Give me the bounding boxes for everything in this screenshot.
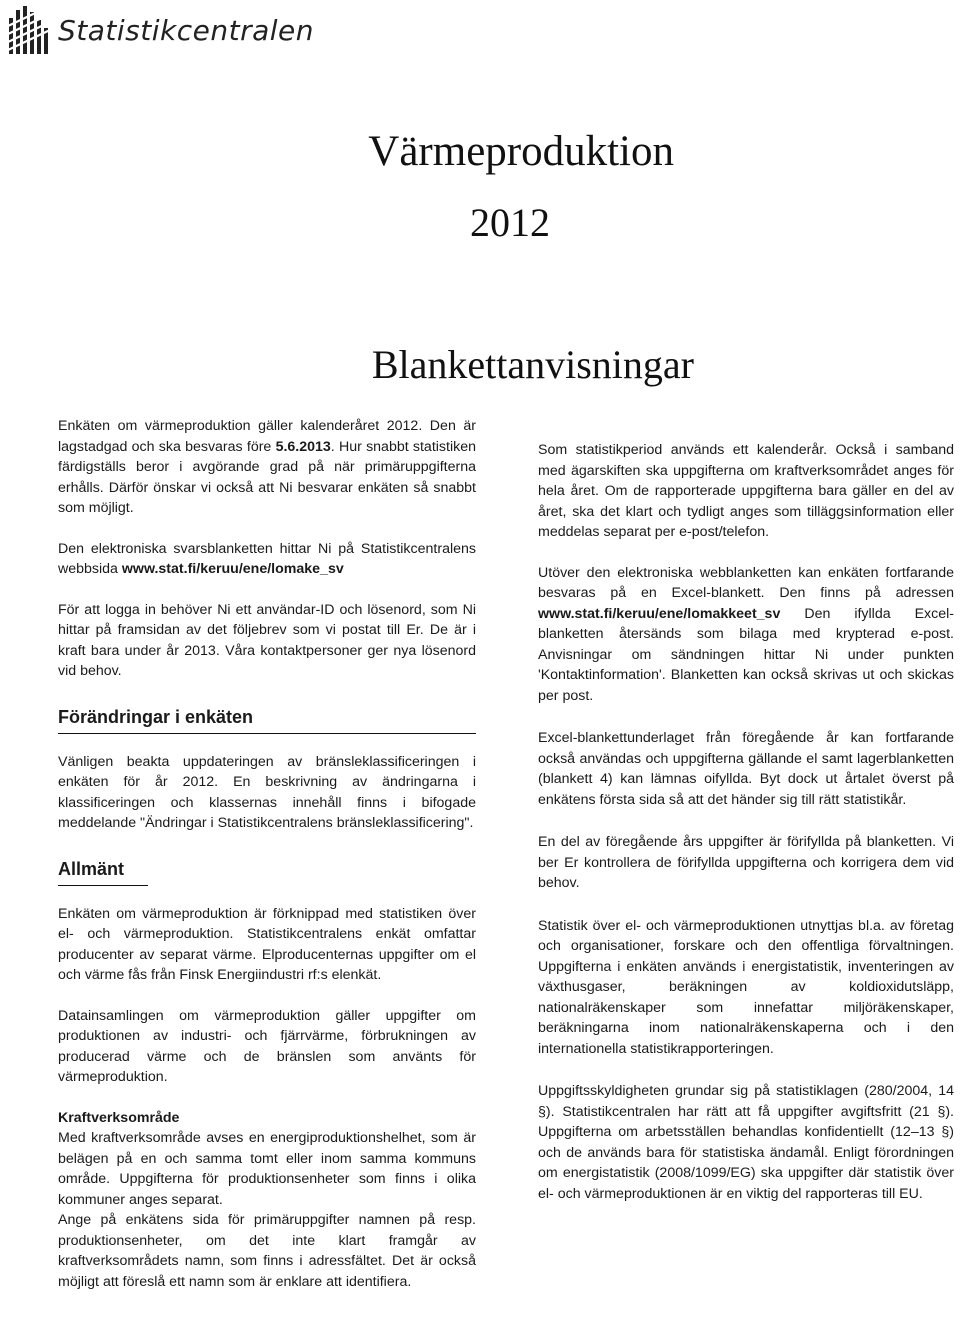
- deadline-date: 5.6.2013: [275, 438, 331, 455]
- section-heading-general: Allmänt: [58, 858, 148, 886]
- right-column: [538, 440, 954, 1204]
- statistics-finland-logo-icon: [8, 6, 50, 56]
- plant-area-paragraph-2: Ange på enkätens sida för primäruppgifter namnen på resp. produktionsenheter, om det inte klart framgår av kraftverksområdets namn, som finns i adressfältet. Det är också möjligt att föreslå ett namn som är enklare att identifiera.: [58, 1212, 476, 1290]
- web-form-url[interactable]: www.stat.fi/keruu/ene/lomake_sv: [121, 561, 344, 577]
- web-form-paragraph: [58, 539, 476, 580]
- intro-text-end: . Hur snabbt statistiken färdigställs beror i avgörande grad på när primäruppgifterna erhålls. Därför önskar vi också att Ni besvarar enkäten så snabbt som möjligt.: [58, 438, 476, 516]
- statistikcentralen-logo: [8, 6, 314, 56]
- statistics-period-paragraph: Som statistikperiod används ett kalenderår. Också i samband med ägarskiften ska uppgifterna om kraftverksområdet anges för hela året. Om de rapporterade uppgifterna bara gäller en del av året, ska det klart och tydligt anges som tilläggsinformation eller meddelas separat per e-post/telefon.: [538, 442, 954, 540]
- general-paragraph-1: Enkäten om värmeproduktion är förknippad med statistiken över el- och värmeproduktion. Statistikcentralens enkät omfattar producenter av separat värme. Elproducenternas uppgifter om el och värme fås från Finsk Energiindustri rf:s elenkät.: [58, 905, 476, 983]
- obligation-paragraph: Uppgiftsskyldigheten grundar sig på statistiklagen (280/2004, 14 §). Statistikcentralen har rätt att få uppgifter avgiftsfritt (21 §). Uppgifterna om arbetsställen behandlas konfidentiellt (12–13 §) och de används bara för statistiska ändamål. Enligt förordningen om energistatistik (2008/1099/EG) ska uppgifter där statistik över el- och värmeproduktionen är en viktig del rapporteras till EU.: [538, 1083, 954, 1202]
- excel-template-paragraph: Excel-blankettunderlaget från föregående år kan fortfarande också användas och uppgifterna gällande el samt lagerblanketten (blankett 4) kan lämnas oifyllda. Byt dock ut årtalet överst på enkätens första sida så att det händer sig till rätt statistikår.: [538, 730, 954, 808]
- document-year: 2012: [470, 200, 550, 245]
- logo-text: Statistikcentralen: [58, 14, 314, 47]
- section-heading-changes: Förändringar i enkäten: [58, 706, 476, 734]
- excel-form-url[interactable]: www.stat.fi/keruu/ene/lomakkeet_sv: [538, 605, 781, 622]
- intro-text-start: Enkäten om värmeproduktion gäller kalenderåret 2012. Den är lagstadgad och ska besvaras före: [58, 418, 476, 455]
- excel-form-paragraph: [538, 563, 954, 707]
- document-title: Värmeproduktion: [368, 128, 674, 175]
- document-subtitle: Blankettanvisningar: [371, 342, 694, 387]
- left-column: [58, 416, 476, 1292]
- web-form-text: Den elektroniska svarsblanketten hittar Ni på Statistikcentralens webbsida: [58, 540, 476, 577]
- statistics-usage-paragraph: Statistik över el- och värmeproduktionen utnyttjas bl.a. av företag och organisationer, forskare och den offentliga förvaltningen. Uppgifterna i enkäten används i energistatistik, inventeringen av växthusgaser, beräkningen av koldioxidutsläpp, nationalräkenskaper som innefattar miljöräkenskaper, beräkningarna inom nationalräkenskaperna och i den internationella statistikrapporteringen.: [538, 917, 954, 1057]
- intro-paragraph: [58, 416, 476, 519]
- subheading-plant-area: Kraftverksområde: [58, 1109, 180, 1126]
- changes-paragraph: Vänligen beakta uppdateringen av bränsleklassificeringen i enkäten för år 2012. En beskrivning av ändringarna i klassificeringen och klassernas innehåll finns i bifogade meddelande "Ändringar i Statistikcentralens bränsleklassificering".: [58, 753, 476, 831]
- plant-area-paragraph-1: Med kraftverksområde avses en energiproduktionshelhet, som är belägen på en och samma tomt eller inom samma kommuns område. Uppgifterna för produktionsenheter som finns i olika kommuner anges separat.: [58, 1130, 476, 1208]
- excel-form-text-start: Utöver den elektroniska webblanketten kan enkäten fortfarande besvaras på en Excel-blankett. Den finns på adressen: [538, 564, 954, 601]
- login-paragraph: För att logga in behöver Ni ett användar-ID och lösenord, som Ni hittar på framsidan av det följebrev som vi postat till Er. De är i kraft bara under år 2013. Våra kontaktpersoner ger nya lösenord vid behov.: [58, 601, 476, 679]
- excel-form-text-end: Den ifyllda Excel-blanketten återsänds som bilaga med krypterad e-post. Anvisningar om sändningen hittar Ni under punkten 'Kontaktinformation'. Blanketten kan också skrivas ut och skickas per post.: [538, 605, 954, 704]
- general-paragraph-2: Datainsamlingen om värmeproduktion gäller uppgifter om produktionen av industri- och fjärrvärme, förbrukningen av producerad värme och de bränslen som använts för värmeproduktion.: [58, 1007, 476, 1085]
- prefilled-data-paragraph: En del av föregående års uppgifter är förifyllda på blanketten. Vi ber Er kontrollera de förifyllda uppgifterna och korrigera dem vid behov.: [538, 834, 954, 891]
